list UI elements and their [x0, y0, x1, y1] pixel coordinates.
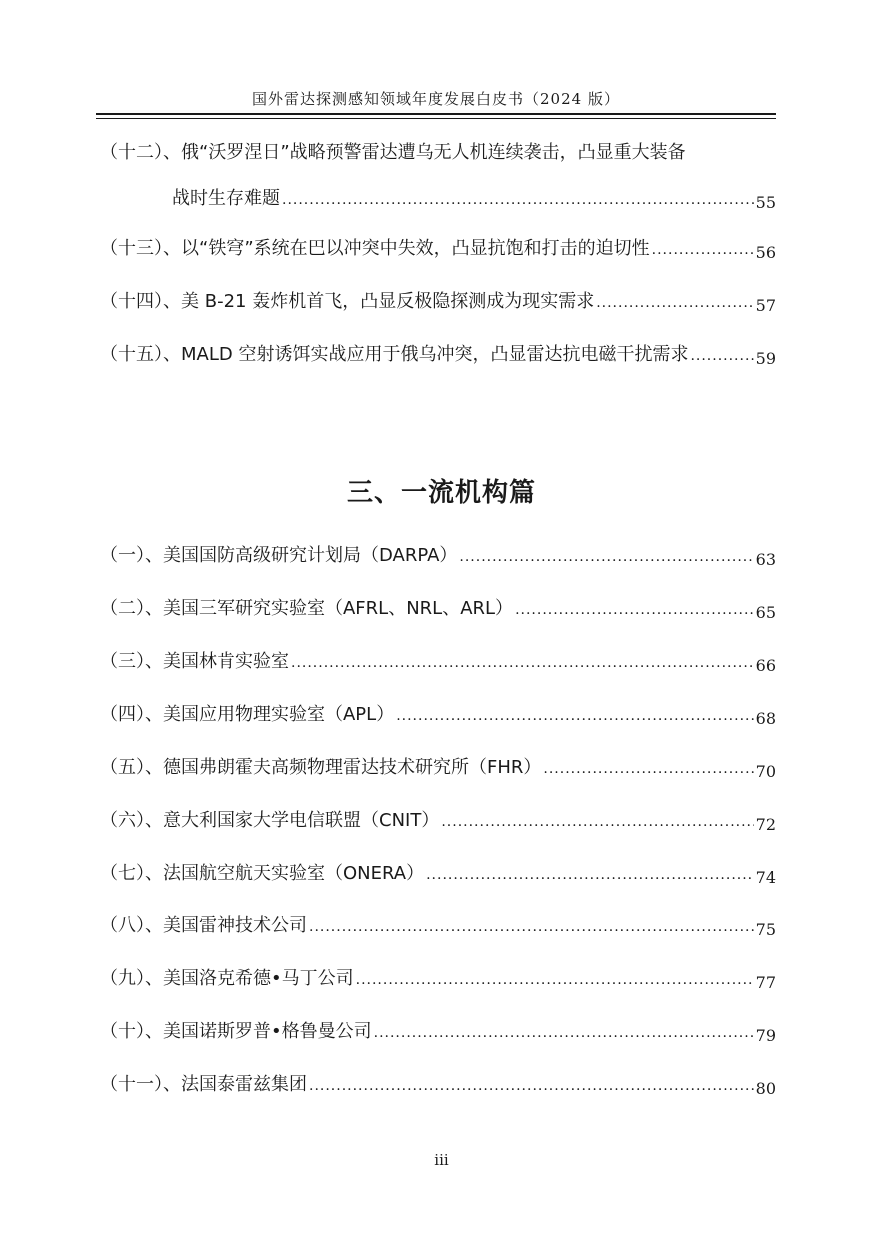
toc-entry-label: （二）、美国三军研究实验室（AFRL、NRL、ARL） [100, 598, 514, 619]
toc-entry-page: 59 [755, 349, 776, 368]
toc-s3-6 [100, 808, 776, 834]
toc-entry-label-line2: 战时生存难题 [172, 188, 280, 209]
toc-leader-dots [515, 597, 754, 623]
toc-leader-dots [459, 544, 753, 570]
toc-leader-dots [441, 809, 753, 835]
toc-s3-5 [100, 755, 776, 781]
toc-leader-dots [282, 187, 754, 213]
toc-entry-label: （十）、美国诺斯罗普•格鲁曼公司 [100, 1021, 372, 1042]
toc-entry-page: 68 [755, 709, 776, 728]
toc-entry-label: （一）、美国国防高级研究计划局（DARPA） [100, 545, 458, 566]
toc-entry-label: （六）、意大利国家大学电信联盟（CNIT） [100, 810, 440, 831]
section-title: 三、一流机构篇 [346, 478, 536, 508]
toc-entry[interactable] [100, 1072, 776, 1098]
toc-entry-page: 74 [755, 868, 776, 887]
toc-entry-page: 75 [755, 920, 776, 939]
toc-entry-page: 77 [755, 973, 776, 992]
toc-entry-page: 70 [755, 762, 776, 781]
toc-s3-1 [100, 543, 776, 569]
toc-entry-page: 56 [755, 243, 776, 262]
toc-entry-page: 80 [755, 1079, 776, 1098]
toc-s3-3 [100, 649, 776, 675]
toc-entry[interactable] [100, 913, 776, 939]
toc-part2-c [100, 289, 776, 315]
toc-part2-b [100, 236, 776, 262]
toc-entry-label: （五）、德国弗朗霍夫高频物理雷达技术研究所（FHR） [100, 757, 542, 778]
toc-entry[interactable] [100, 140, 776, 212]
toc-leader-dots [596, 290, 753, 316]
toc-entry[interactable] [100, 755, 776, 781]
toc-entry-page: 55 [755, 193, 776, 212]
toc-leader-dots [291, 650, 754, 676]
header-rule-thick [96, 113, 776, 115]
toc-entry-label: （十五）、MALD 空射诱饵实战应用于俄乌冲突，凸显雷达抗电磁干扰需求 [100, 344, 689, 365]
toc-entry-label: （十四）、美 B-21 轰炸机首飞，凸显反极隐探测成为现实需求 [100, 291, 595, 312]
page-number: iii [434, 1151, 449, 1169]
running-header: 国外雷达探测感知领域年度发展白皮书（2024 版） [252, 90, 620, 108]
toc-entry-label: （四）、美国应用物理实验室（APL） [100, 704, 395, 725]
toc-leader-dots [396, 703, 753, 729]
toc-entry[interactable] [100, 342, 776, 368]
toc-entry-label: （九）、美国洛克希德•马丁公司 [100, 968, 354, 989]
toc-leader-dots [356, 967, 754, 993]
toc-part2-d [100, 342, 776, 368]
toc-entry[interactable] [100, 596, 776, 622]
toc-part2 [100, 140, 776, 212]
toc-entry[interactable] [100, 236, 776, 262]
toc-s3-8 [100, 913, 776, 939]
toc-leader-dots [426, 862, 754, 888]
toc-entry-label: （三）、美国林肯实验室 [100, 651, 289, 672]
toc-s3-7 [100, 861, 776, 887]
toc-leader-dots [309, 1073, 754, 1099]
toc-entry[interactable] [100, 861, 776, 887]
toc-leader-dots [652, 237, 754, 263]
toc-s3-11 [100, 1072, 776, 1098]
toc-entry-page: 65 [755, 603, 776, 622]
toc-entry-label: （十三）、以“铁穹”系统在巴以冲突中失效，凸显抗饱和打击的迫切性 [100, 238, 650, 259]
toc-entry[interactable] [100, 649, 776, 675]
toc-leader-dots [309, 914, 754, 940]
toc-s3-10 [100, 1019, 776, 1045]
toc-entry-label-line1: （十二）、俄“沃罗涅日”战略预警雷达遭乌无人机连续袭击，凸显重大装备 [100, 142, 686, 163]
toc-leader-dots [690, 343, 753, 369]
toc-entry-page: 79 [755, 1026, 776, 1045]
header-rule-thin [96, 118, 776, 119]
toc-entry-label: （七）、法国航空航天实验室（ONERA） [100, 863, 425, 884]
toc-leader-dots [374, 1020, 754, 1046]
toc-entry-page: 66 [755, 656, 776, 675]
toc-entry-page: 57 [755, 296, 776, 315]
toc-entry-page: 72 [755, 815, 776, 834]
toc-s3-2 [100, 596, 776, 622]
toc-entry[interactable] [100, 808, 776, 834]
toc-leader-dots [543, 756, 753, 782]
toc-s3-9 [100, 966, 776, 992]
toc-s3-4 [100, 702, 776, 728]
toc-entry[interactable] [100, 966, 776, 992]
toc-entry-label: （十一）、法国泰雷兹集团 [100, 1074, 307, 1095]
toc-entry[interactable] [100, 702, 776, 728]
toc-entry-label: （八）、美国雷神技术公司 [100, 915, 307, 936]
toc-entry[interactable] [100, 1019, 776, 1045]
toc-entry-page: 63 [755, 550, 776, 569]
toc-entry[interactable] [100, 289, 776, 315]
toc-entry[interactable] [100, 543, 776, 569]
